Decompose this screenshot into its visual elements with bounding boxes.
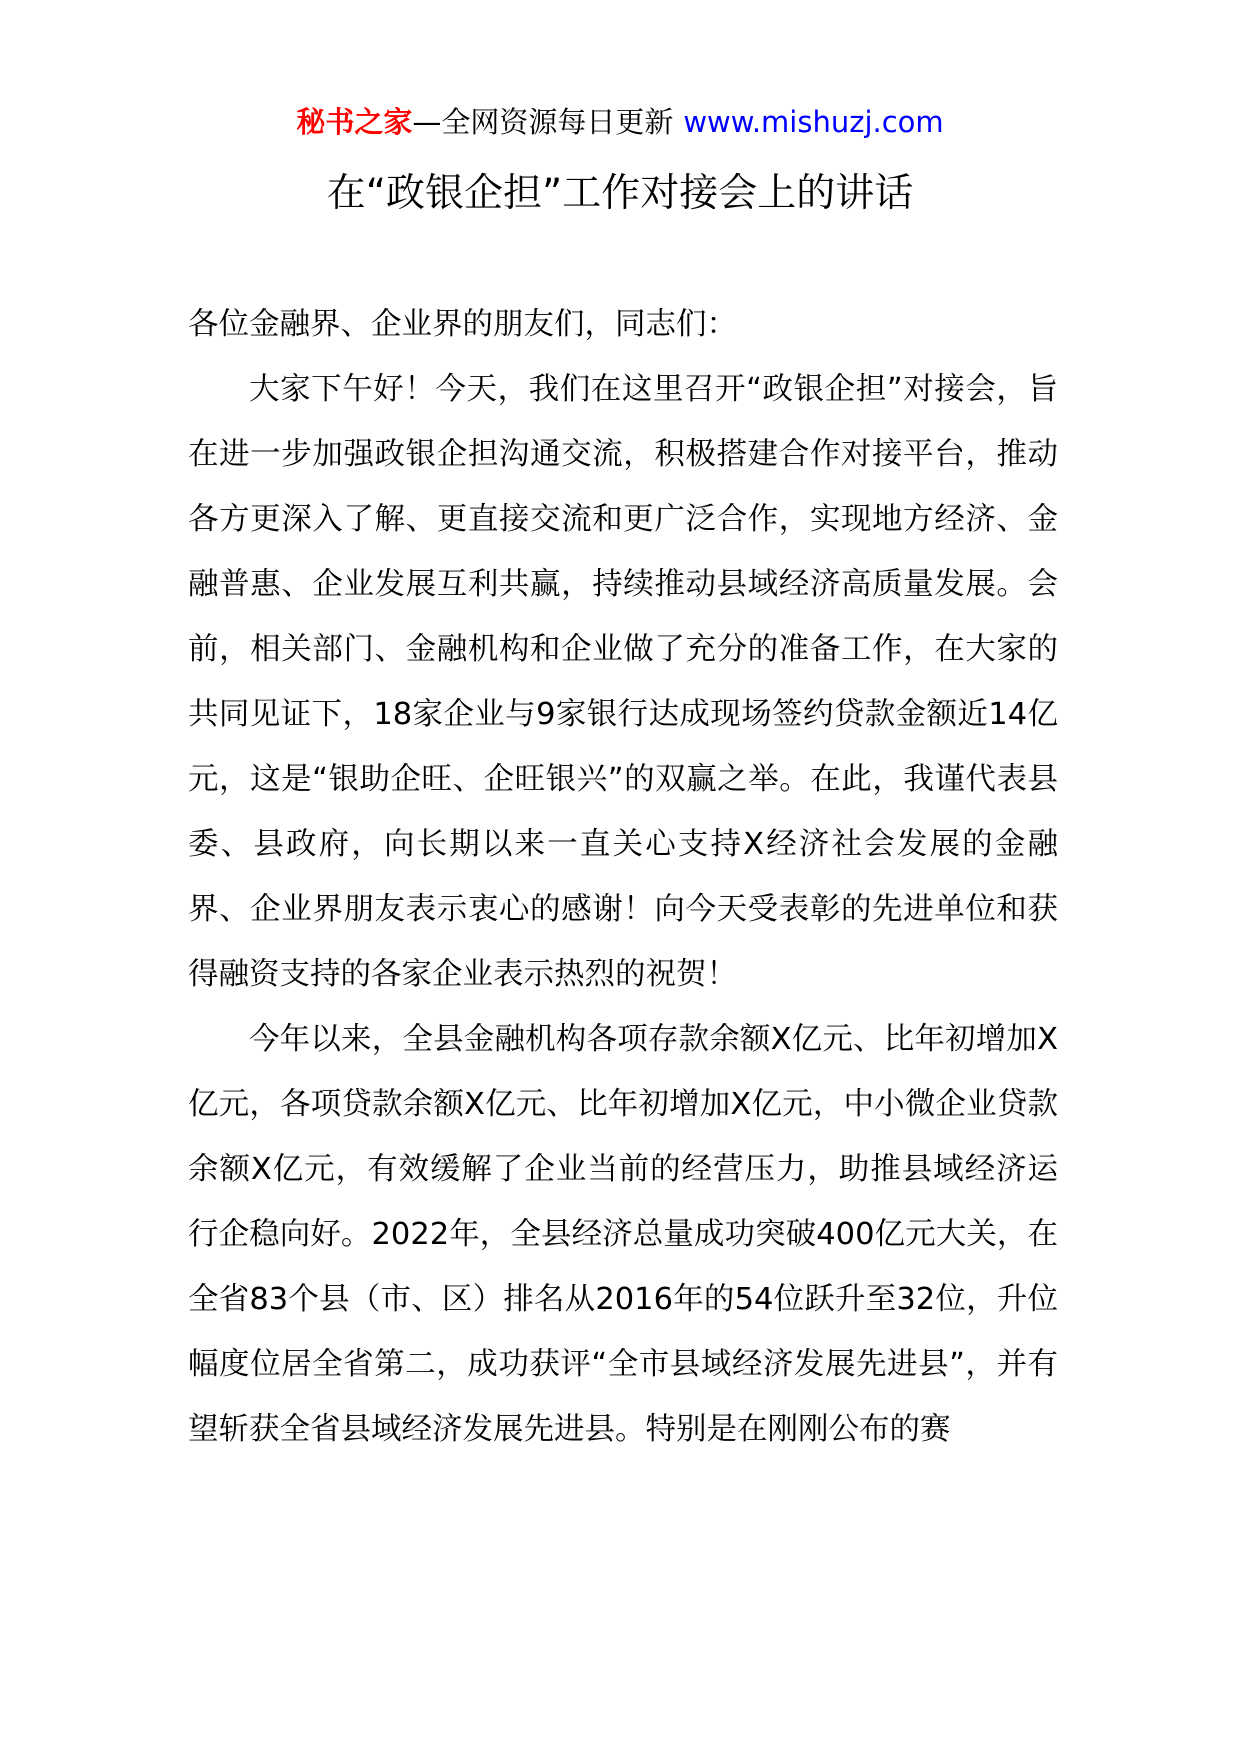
salutation: 各位金融界、企业界的朋友们，同志们： [188, 307, 737, 342]
site-header [0, 102, 1240, 142]
site-tagline: —全网资源每日更新 [412, 105, 674, 139]
paragraph-economy: 今年以来，全县金融机构各项存款余额X亿元、比年初增加X亿元，各项贷款余额X亿元、比年初增加X亿元，中小微企业贷款余额X亿元，有效缓解了企业当前的经营压力，助推县域经济运行企稳向好。2022年，全县经济总量成功突破400亿元大关，在全省83个县（市、区）排名从2016年的54位跃升至32位，升位幅度位居全省第二，成功获评“全市县域经济发展先进县”，并有望斩获全省县域经济发展先进县。特别是在刚刚公布的赛 [188, 1022, 1058, 1447]
site-url-link[interactable]: www.mishuzj.com [683, 105, 944, 139]
document-body [188, 292, 1058, 1462]
site-name: 秘书之家 [296, 105, 413, 139]
document-title: 在“政银企担”工作对接会上的讲话 [326, 171, 914, 216]
paragraph-greeting: 大家下午好！今天，我们在这里召开“政银企担”对接会，旨在进一步加强政银企担沟通交流，积极搭建合作对接平台，推动各方更深入了解、更直接交流和更广泛合作，实现地方经济、金融普惠、企业发展互利共赢，持续推动县域经济高质量发展。会前，相关部门、金融机构和企业做了充分的准备工作，在大家的共同见证下，18家企业与9家银行达成现场签约贷款金额近14亿元，这是“银助企旺、企旺银兴”的双赢之举。在此，我谨代表县委、县政府，向长期以来一直关心支持X经济社会发展的金融界、企业界朋友表示衷心的感谢！向今天受表彰的先进单位和获得融资支持的各家企业表示热烈的祝贺！ [188, 372, 1058, 992]
